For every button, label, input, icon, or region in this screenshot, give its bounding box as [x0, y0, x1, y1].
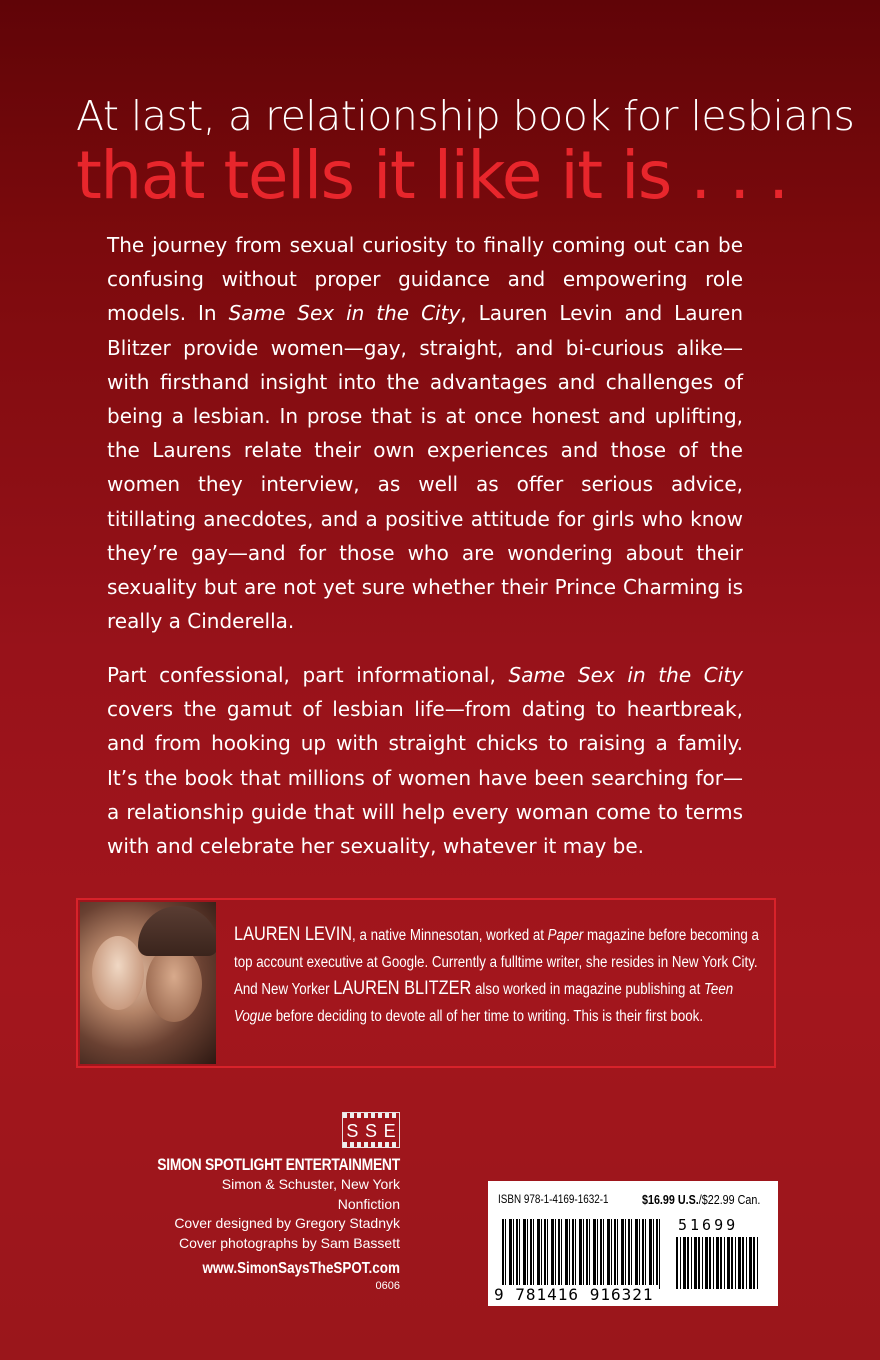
logo-film-strip-bottom — [343, 1142, 399, 1147]
logo-letter: S — [364, 1120, 377, 1141]
author-name-1: LAUREN LEVIN — [234, 924, 353, 945]
publisher-line: Simon & Schuster, New York — [221, 1176, 400, 1192]
barcode-addon-bars — [676, 1237, 758, 1289]
blurb-p2-text-b: covers the gamut of lesbian life—from dating to heartbreak, and from hooking up with straight chicks to raising a family. It’s the book that millions of women have been searching for—a relationship guide that will help every woman come to terms with and celebrate her sexuality, whatever it may be. — [107, 697, 743, 859]
publisher-name: SIMON SPOTLIGHT ENTERTAINMENT — [157, 1156, 400, 1174]
headline-line-1: At last, a relationship book for lesbians — [76, 92, 855, 140]
bio-text-3: also worked in magazine publishing at — [471, 981, 704, 998]
headline-line-2: that tells it like it is . . . — [76, 137, 788, 214]
barcode-addon-number: 51699 — [678, 1216, 739, 1234]
author-bio-box — [76, 898, 776, 1068]
author-face-right — [146, 946, 202, 1022]
author-photo — [80, 902, 216, 1064]
logo-letters — [343, 1119, 399, 1143]
price-label — [642, 1193, 760, 1207]
bio-text-2: magazine before becoming a top account executive at Google. Currently a fulltime writer, she resides in New York City. And New Yorker — [234, 927, 759, 998]
price-can: /$22.99 Can. — [698, 1193, 761, 1207]
barcode-main-bars — [502, 1219, 662, 1289]
magazine-teen-vogue: Teen Vogue — [234, 981, 734, 1025]
magazine-paper: Paper — [547, 927, 584, 944]
publisher-website: www.SimonSaysTheSPOT.com — [202, 1260, 400, 1277]
price-us: $16.99 U.S. — [642, 1193, 699, 1207]
blurb-p1-text-a: The journey from sexual curiosity to finally coming out can be confusing without proper guidance and empowering role models. In — [107, 233, 743, 326]
logo-letter: S — [346, 1120, 359, 1141]
publisher-line: Cover photographs by Sam Bassett — [178, 1234, 400, 1251]
logo-letter: E — [383, 1120, 396, 1141]
author-bio-text — [234, 922, 774, 1030]
blurb-p1-book-title: Same Sex in the City — [228, 301, 461, 326]
sse-logo — [342, 1112, 400, 1148]
logo-film-strip-top — [343, 1113, 399, 1118]
publisher-info — [111, 1156, 400, 1292]
publisher-code: 0606 — [375, 1280, 400, 1292]
author-hat — [138, 906, 216, 956]
barcode-ean-number: 9 781416 916321 — [490, 1285, 658, 1304]
isbn-label: ISBN 978-1-4169-1632-1 — [498, 1194, 609, 1206]
author-face-left — [92, 936, 144, 1010]
bio-text-4: before deciding to devote all of her time to writing. This is their first book. — [272, 1007, 704, 1025]
publisher-line: Nonfiction — [337, 1195, 400, 1212]
blurb-paragraph-2 — [107, 658, 743, 863]
blurb-p1-text-b: , Lauren Levin and Lauren Blitzer provide women—gay, straight, and bi-curious alike—with firsthand insight into the advantages and challenges of being a lesbian. In prose that is at once honest and uplifting, the Laurens relate their own experiences and those of the women they interview, as well as offer serious advice, titillating anecdotes, and a positive attitude for girls who know they’re gay—and for those who are wondering about their sexuality but are not yet sure whether their Prince Charming is really a Cinderella. — [107, 301, 744, 634]
publisher-line: Cover designed by Gregory Stadnyk — [174, 1215, 400, 1231]
author-name-2: LAUREN BLITZER — [333, 978, 472, 999]
blurb-p2-book-title: Same Sex in the City — [508, 663, 743, 687]
bio-text-1: , a native Minnesotan, worked at — [352, 927, 548, 944]
blurb-paragraph-1 — [107, 228, 743, 638]
barcode-box — [488, 1181, 778, 1306]
blurb-p2-text-a: Part confessional, part informational, — [107, 663, 509, 687]
